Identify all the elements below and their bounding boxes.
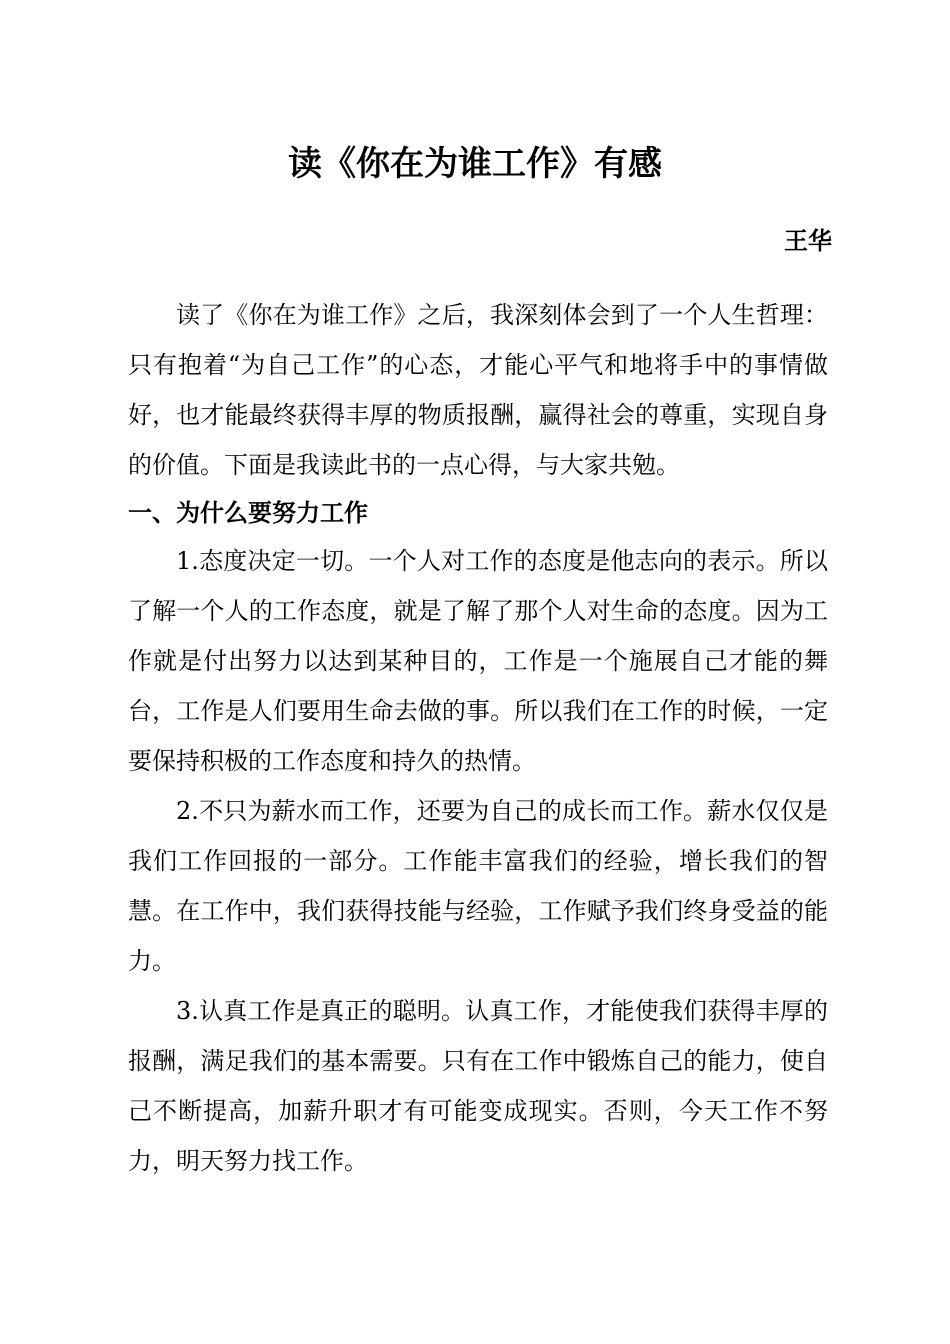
author-name: 王华 [784, 227, 832, 255]
point-paragraph-2: 2.不只为薪水而工作，还要为自己的成长而工作。薪水仅仅是我们工作回报的一部分。工作能丰富我们的经验，增长我们的智慧。在工作中，我们获得技能与经验，工作赋予我们终身受益的能力。 [128, 797, 828, 975]
point-paragraph-1: 1.态度决定一切。一个人对工作的态度是他志向的表示。所以了解一个人的工作态度，就是了解了那个人对生命的态度。因为工作就是付出努力以达到某种目的，工作是一个施展自己才能的舞台，工作是人们要用生命去做的事。所以我们在工作的时候，一定要保持积极的工作态度和持久的热情。 [128, 547, 828, 775]
section-heading: 一、为什么要努力工作 [128, 499, 368, 527]
document-title: 读《你在为谁工作》有感 [288, 144, 662, 184]
intro-paragraph: 读了《你在为谁工作》之后，我深刻体会到了一个人生哲理：只有抱着“为自己工作”的心态，才能心平气和地将手中的事情做好，也才能最终获得丰厚的物质报酬，赢得社会的尊重，实现自身的价值。下面是我读此书的一点心得，与大家共勉。 [128, 301, 828, 479]
document-body [128, 290, 828, 1186]
point-paragraph-3: 3.认真工作是真正的聪明。认真工作，才能使我们获得丰厚的报酬，满足我们的基本需要。只有在工作中锻炼自己的能力，使自己不断提高，加薪升职才有可能变成现实。否则，今天工作不努力，明天努力找工作。 [128, 997, 828, 1175]
